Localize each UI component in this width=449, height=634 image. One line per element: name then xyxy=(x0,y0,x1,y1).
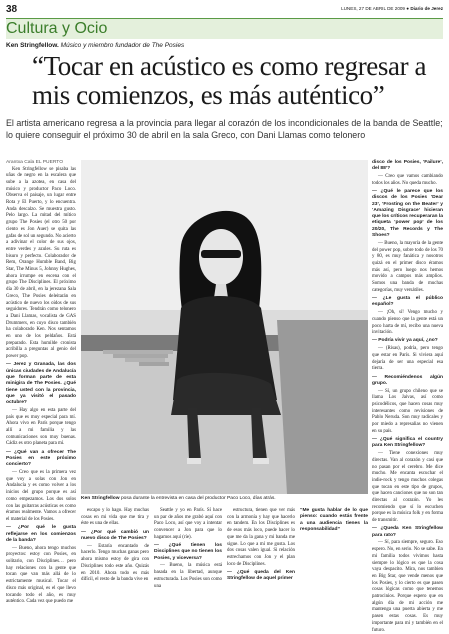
caption-text: posa durante la entrevista en casa del productor Paco Loco, días atrás. xyxy=(120,496,276,501)
byline xyxy=(6,42,443,49)
photo-image xyxy=(81,160,368,494)
question-paragraph: — ¿Por qué le gusta reflejarse en los comienzos de la banda? xyxy=(6,525,76,543)
question-paragraph: — ¿Qué tienen los Disciplines que no tienen los Posies, y viceversa? xyxy=(154,543,222,561)
answer-paragraph: — Creo que vamos cambiando todos los años. No queda mucho. xyxy=(372,174,443,186)
answer-paragraph: — Bueno, la mayoría de la gente del power pop, sobre todo de los 70 y 80, es muy fanática y nosotros quizá en el primer disco éramos más así, pero luego nos hemos movido a campos más amplios. Somos una banda de muchas categorías, muy versátiles. xyxy=(372,240,443,293)
page-number: 38 xyxy=(6,4,18,15)
subheadline: El artista americano regresa a la provincia para llegar al corazón de los incondicionales de la banda de Seattle; lo quiere conseguir el próximo 30 de abril en la sala Greco, con Dani Llamas como telonero xyxy=(6,118,443,140)
answer-paragraph: — Estaría encantado de hacerlo. Tengo muchas ganas pero ahora mismo estoy de gira con Disciplines todo este año. Quizás en 2010. Ahora todo es más difícil, el resto de la banda vive en xyxy=(81,543,149,583)
answer-paragraph: — Bueno, la música está basada en la libertad, aunque estructurada. Los Posies son como una xyxy=(154,563,222,589)
answer-paragraph: — ¡Oh, sí! Vengo mucho y cuando pienso que la gente está un poco harta de mí, recibo una nueva invitación. xyxy=(372,310,443,336)
answer-paragraph: — Sí, un grupo chileno que se llama Los Jaivas, así como psicodélicos, que hacen cosas muy interesantes como revisiones de Pablo Neruda. Son muy radicales y por miedo a represalias no vienen en su país. xyxy=(372,388,443,434)
headline: “Tocar en acústico es como regresar a mis comienzos, es más auténtico” xyxy=(32,51,427,110)
question-paragraph: — Jerez y Granada, las dos únicas ciudades de Andalucía que forman parte de esta minigira de The Posies. ¿Qué tiene usted con la provincia, que ya visitó el pasado octubre? xyxy=(6,362,76,406)
article-photo xyxy=(81,160,368,494)
section-banner xyxy=(6,18,443,39)
section-title: Cultura y Ocio xyxy=(6,20,108,37)
article-column-6 xyxy=(372,160,443,633)
question-paragraph: “Me gusta hablar de lo que pienso: cuando estás frente a una audiencia tienes la responsabilidad” xyxy=(300,508,368,532)
question-paragraph: — ¿Por qué cambió un nuevo disco de The Posies? xyxy=(81,529,149,541)
answer-paragraph: — Hay algo en esta parte del país que es muy especial para mí. Ahora vivo en París porque tengo allí a mi familia y las comunicaciones son muy buenas. Cádiz es otro planeta para mí. xyxy=(6,407,76,447)
question-paragraph: — ¿Qué queda del Ken Stringfellow de aquel primer xyxy=(227,569,295,582)
answer-paragraph: estructura, tienen que ver más con la armonía y hay que hacerlo en tandem. En los Disciplines es de esos más loco, puede hacer lo que me da la gana y mi banda me sigue. Lo que a mí me gusta. Los dos cosas valen igual. Si relación estrechamos con Jon y el plan loco de Disciplines. xyxy=(227,508,295,567)
question-paragraph: — ¿Queda Ken Stringfellow para rato? xyxy=(372,526,443,538)
byline-description: Músico y miembro fundador de The Posies xyxy=(60,42,185,49)
author-place: EL PUERTO xyxy=(35,160,64,165)
question-paragraph: — ¿Le gusta el público español? xyxy=(372,296,443,308)
question-paragraph: — Recomiéndenos algún grupo. xyxy=(372,374,443,386)
article-column-4 xyxy=(227,508,295,604)
page-date: LUNES, 27 DE ABRIL DE 2009 xyxy=(341,6,405,11)
answer-paragraph: — (Risas), podría, pero tengo que estar en París. Si viviera aquí dejaría de ser una especial esa tierra. xyxy=(372,346,443,372)
answer-paragraph: — Sí, para siempre, seguro. Eso espero. No, en serio. No se sabe. En mi familia todos vivimos hasta siempre lo lógico es que la cosa vaya despacito. Mira, nos tambien en Big Star, que vende menos que los Posies, y lo cierto es que pasen cosas lógicas como que tenemos patrocinios. Porque espero que en algún día de mi acción me mantenga una puerta abierta y me pasen estas cosas. Es muy importante para mí y también en el futuro. xyxy=(372,540,443,633)
answer-paragraph: — Bueno, ahora tengo muchos proyectos: estoy con Posies, en solitario, con Disciplines… pero hay relaciones con la gente que tocan que van más allá de lo estrictamente musical. Tocar el disco más original, es el que llevo tocando todo el año, es muy auténtico. Cada vez que puedo me xyxy=(6,545,76,605)
author-name: Arantxa Cala xyxy=(6,160,35,165)
article-column-3 xyxy=(154,508,222,604)
author-line xyxy=(6,160,76,165)
article-column-5 xyxy=(300,508,368,604)
article-column-1 xyxy=(6,160,76,605)
question-paragraph: — ¿Qué significa el country para Ken Stringfellow? xyxy=(372,437,443,449)
question-paragraph: disco de los Posies, ‘Failure’, del 88’? xyxy=(372,160,443,172)
answer-paragraph: Seattle y yo en París. Sí hace un par de años me grabó aquí con Paco Loco, así que voy a intentar convencer a Jon para que lo hagamos aquí (ríe). xyxy=(154,508,222,540)
question-paragraph: — Podría vivir ya aquí, ¿no? xyxy=(372,338,438,344)
newspaper-name: Diario de Jerez xyxy=(410,6,443,11)
article-column-2 xyxy=(81,508,149,604)
answer-paragraph: — Tiene conexiones muy directas. Van al corazón y casi que no pasan por el cerebro. Me dice mucho. Me encanta escuchar el indie-rock y tengo muchos colegas que tocan en este tipo de grupos, que hacen canciones que no son tan directas al corazón. Yo les recomiendo que sí lo escuchen porque es la música folk y en forma de transmitir. xyxy=(372,451,443,524)
question-paragraph: — ¿Qué le parece que los discos de los Posies ‘Dear 23’, ‘Frosting on the Beater’ y ‘Amazing Disgrace’ hicieran que los críticos recuperaran la etiqueta ‘power pop’ de los 20/20, The Records y The Shoes? xyxy=(372,189,443,239)
question-paragraph: — ¿Qué van a ofrecer The Posies en este próximo concierto? xyxy=(6,449,76,468)
byline-name: Ken Stringfellow. xyxy=(6,42,59,49)
page-header xyxy=(6,4,443,18)
answer-paragraph: Ken Stringfellow se pisaba las uñas de negro en la escalera que sube a la azotea, en casa del músico y productor Paco Loco. Observa el paisaje, un lugar entre Rota y El Puerto, y lo encuentra. Anda descalzo. Se muestra gusto. Pelo largo. La mitad del mítico grupo The Posies (el otro 50 por ciento es Jon Auer) se quita las gafas de sol un segundo. No acierto a adivinar el color de sus ojos, entre verdes y azules. Su ruta es bisuro y perfecto. Colaborador de Rem, Orange Humble Band, Big Star, The Minus 5, Johnny Hughes, ahora irrumpe en escena con el grupo The Disciplines. El próximo día 30 de abril, en la jerezana Sala Greco, The Posies deleitarán en acústico de nuevo los oídos de sus seguidores. Tendrán como telonero a Dani Llamas, vocalista de GAS Drummers, en cuyo disco también ha colaborado Ken. Nos sentamos en uno de los peldaños. Está preparado. Esta humilde cronista acribilla a preguntas al genio del power pop. xyxy=(6,166,76,360)
answer-paragraph: escapo y lo hago. Hay muchas cosas en mi vida que me tira y éste es una de ellas. xyxy=(81,508,149,527)
answer-paragraph: — Creo que es la primera vez que voy a solas con Jon en Andalucía y es como volver a los inicios del grupo porque es así como empezamos. Los dos solos con las guitarras acústicas es como éramos realmente. Vamos a ofrecer el material de los Posies. xyxy=(6,470,76,522)
caption-subject: Ken Stringfellow xyxy=(81,496,120,501)
photo-caption xyxy=(81,496,368,501)
page-date-line: LUNES, 27 DE ABRIL DE 2009 ● Diario de Jerez xyxy=(341,6,443,11)
